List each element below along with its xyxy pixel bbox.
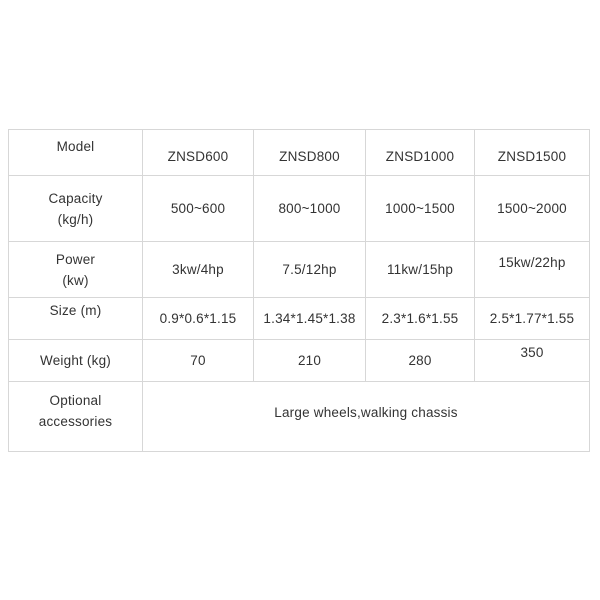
table-cell: 1000~1500 xyxy=(366,176,475,242)
table-cell: 2.3*1.6*1.55 xyxy=(366,298,475,340)
table-row xyxy=(9,130,590,176)
table-cell: 70 xyxy=(143,340,254,382)
row-label-unit: (kg/h) xyxy=(57,211,94,227)
row-label-text: Capacity xyxy=(48,190,103,206)
table-cell: 11kw/15hp xyxy=(366,242,475,298)
spec-table xyxy=(8,129,590,452)
row-label-optional-accessories xyxy=(9,382,143,452)
table-cell: ZNSD800 xyxy=(254,130,366,176)
table-row xyxy=(9,242,590,298)
row-label-capacity xyxy=(9,176,143,242)
table-cell: 350 xyxy=(475,340,590,382)
table-cell: 7.5/12hp xyxy=(254,242,366,298)
table-cell: ZNSD1500 xyxy=(475,130,590,176)
row-label-text: Weight (kg) xyxy=(40,353,111,368)
row-label-unit: (kw) xyxy=(62,272,89,288)
table-cell: 210 xyxy=(254,340,366,382)
table-cell: 2.5*1.77*1.55 xyxy=(475,298,590,340)
table-cell: 800~1000 xyxy=(254,176,366,242)
row-label-text: Power xyxy=(55,251,96,267)
table-row xyxy=(9,340,590,382)
row-label-text: Model xyxy=(56,139,95,154)
row-label-size xyxy=(9,298,143,340)
table-cell: 1500~2000 xyxy=(475,176,590,242)
row-label-power xyxy=(9,242,143,298)
row-label-text: accessories xyxy=(38,414,113,429)
row-label-model xyxy=(9,130,143,176)
table-cell: 15kw/22hp xyxy=(475,242,590,298)
table-row xyxy=(9,298,590,340)
table-cell: ZNSD600 xyxy=(143,130,254,176)
table-cell: 3kw/4hp xyxy=(143,242,254,298)
table-cell: 500~600 xyxy=(143,176,254,242)
merged-accessories-cell: Large wheels,walking chassis xyxy=(143,382,590,452)
table-cell: 1.34*1.45*1.38 xyxy=(254,298,366,340)
table-cell: 280 xyxy=(366,340,475,382)
row-label-weight xyxy=(9,340,143,382)
row-label-text: Optional xyxy=(49,393,102,408)
table-cell: ZNSD1000 xyxy=(366,130,475,176)
table-row xyxy=(9,382,590,452)
table-cell: 0.9*0.6*1.15 xyxy=(143,298,254,340)
table-row xyxy=(9,176,590,242)
row-label-text: Size (m) xyxy=(49,303,102,318)
